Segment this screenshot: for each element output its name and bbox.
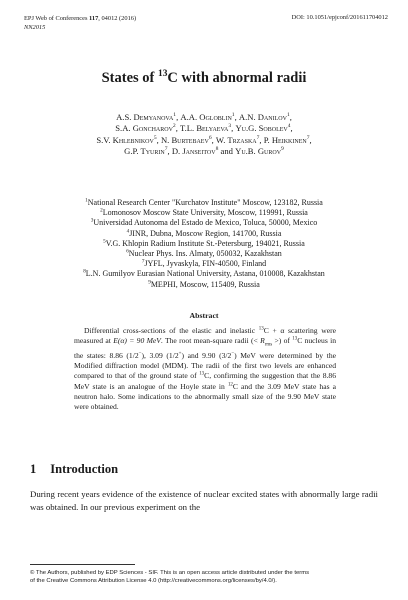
author-name: T.L. Belyaeva (180, 123, 229, 134)
author-conjunction: and (220, 146, 233, 157)
section-title: Introduction (50, 462, 119, 476)
author-affiliation-mark: 7 (306, 134, 310, 141)
abstract-heading: Abstract (189, 311, 219, 320)
affiliation (20, 269, 388, 279)
affiliation (20, 229, 388, 239)
conference-name: NN2015 (24, 24, 46, 31)
license-line-2: of the Creative Commons Attribution License 4.0 (http://creativecommons.org/licenses/by/4.0/). (30, 577, 277, 584)
affiliation-text: JINR, Dubna, Moscow Region, 141700, Russia (129, 228, 282, 238)
author (115, 123, 175, 133)
section-heading (30, 462, 118, 477)
author-name: P. Heikkinen (263, 134, 307, 145)
affiliation-text: Universidad Autonoma del Estado de Mexico, Toluca, 50000, Mexico (93, 218, 318, 228)
affiliation-number: 5 (103, 238, 106, 245)
author-line: S.V. Khlebnikov$^5$, N. Burtebaev$^6$, W. Trzaska$^7$, P. Heikkinen$^7$, (96, 134, 312, 145)
isotope-superscript: 13 (158, 69, 168, 80)
author-affiliation-mark: 4 (287, 123, 291, 130)
affiliation (20, 208, 388, 218)
author-name: S.A. Goncharov (115, 123, 173, 134)
affiliation-list (20, 198, 388, 290)
affiliation-text: Nuclear Phys. Ins. Almaty, 050032, Kazakhstan (128, 249, 282, 259)
affiliation-text: JYFL, Jyvaskyla, FIN-40500, Finland (144, 259, 267, 269)
affiliation-text: MEPHI, Moscow, 115409, Russia (150, 279, 260, 289)
author-affiliation-mark: 1 (231, 112, 235, 119)
author (264, 135, 310, 145)
running-header (24, 14, 136, 32)
author-affiliation-mark: 5 (153, 134, 157, 141)
author-affiliation-mark: 3 (228, 123, 232, 130)
doi: DOI: 10.1051/epjconf/201611704012 (291, 14, 388, 21)
footnote-rule (30, 564, 135, 565)
affiliation-text: V.G. Khlopin Radium Institute St.-Petersburg, 194021, Russia (105, 238, 305, 248)
author-name: A.N. Danilov (238, 112, 287, 122)
affiliation-number: 7 (141, 258, 145, 265)
affiliation (20, 198, 388, 208)
author-name: G.P. Tyurin (124, 146, 165, 157)
author (216, 135, 260, 145)
author-affiliation-mark: 7 (164, 146, 168, 153)
affiliation (20, 280, 388, 290)
author-name: A.S. Demyanova (116, 112, 174, 122)
author-affiliation-mark: 1 (286, 112, 290, 119)
author (172, 146, 219, 156)
author (239, 112, 290, 122)
affiliation (20, 239, 388, 249)
abstract-text: Differential cross-sections of the elastic and inelastic $^{13}$C + α scattering were measured at E(α) = 90 MeV. The root mean-square radii (< $R_{rms}$ >) of $^{13}$C nucleus in the states: 8.86 (1/2−), 3.09 (1/2+) and 9.90 (3/2−) MeV were determined by the Modified diffraction model (MDM). The radii of the first two levels are enhanced compared to that of the ground state of $^{13}$C, confirming the suggestion that the 8.86 MeV state is an analogue of the Hoyle state in $^{12}$C and the 3.09 MeV state has a neutron halo. Some indications to the abnormally small size of the 9.90 MeV state were obtained. (74, 326, 337, 411)
affiliation (20, 218, 388, 228)
affiliation-number: 2 (100, 207, 103, 214)
intro-paragraph: During recent years evidence of the existence of nuclear excited states with abnormally large radii was obtained. In our previous experiment on the (30, 489, 378, 512)
journal-volume: 117 (89, 15, 99, 22)
author (180, 123, 231, 133)
author (180, 112, 234, 122)
affiliation (20, 259, 388, 269)
author-line: G.P. Tyurin$^7$, D. Janseitov$^8$ and Yu.B. Gurov$^9$ (124, 146, 284, 157)
license-footnote (30, 570, 380, 586)
author (235, 146, 284, 156)
author (96, 135, 156, 145)
author-name: W. Trzaska (215, 134, 257, 145)
affiliation-number: 1 (85, 197, 88, 204)
journal-citation (24, 14, 136, 23)
affiliation-number: 9 (148, 278, 151, 285)
section-number: 1 (30, 462, 37, 476)
affiliation-number: 4 (126, 227, 130, 234)
author-affiliation-mark: 9 (281, 146, 284, 153)
author-name: Yu.G. Sobolev (235, 123, 288, 134)
author-affiliation-mark: 1 (173, 112, 177, 119)
author-line: A.S. Demyanova$^1$, A.A. Ogloblin$^1$, A.N. Danilov$^1$, (116, 112, 292, 122)
author-name: A.A. Ogloblin (180, 112, 232, 122)
journal-name: EPJ Web of Conferences (24, 15, 88, 22)
author-list (20, 112, 388, 158)
author-name: N. Burtebaev (160, 134, 209, 145)
author-line: S.A. Goncharov$^2$, T.L. Belyaeva$^3$, Yu.G. Sobolev$^4$, (115, 123, 293, 134)
affiliation-text: Lomonosov Moscow State University, Moscow, 119991, Russia (102, 208, 308, 218)
paper-title: States of $^{13}$C with abnormal radii (101, 69, 307, 86)
affiliation-number: 6 (126, 248, 129, 255)
author-name: Yu.B. Gurov (235, 146, 282, 157)
author-affiliation-mark: 2 (172, 123, 176, 130)
author-affiliation-mark: 6 (208, 134, 212, 141)
author-affiliation-mark: 7 (256, 134, 260, 141)
affiliation (20, 249, 388, 259)
affiliation-text: L.N. Gumilyov Eurasian National University, Astana, 010008, Kazakhstan (85, 269, 325, 279)
author-name: S.V. Khlebnikov (96, 134, 154, 145)
author-name: D. Janseitov (171, 146, 216, 157)
license-line-1: © The Authors, published by EDP Sciences - SIF. This is an open access article distributed under the terms (30, 570, 310, 576)
affiliation-number: 3 (90, 217, 94, 224)
affiliation-number: 8 (83, 268, 86, 275)
author (235, 123, 290, 133)
affiliation-text: National Research Center "Kurchatov Institute" Moscow, 123182, Russia (87, 198, 323, 207)
author (116, 112, 176, 122)
author-affiliation-mark: 8 (215, 146, 219, 153)
article-number: , 04012 (2016) (98, 15, 137, 22)
author (161, 135, 212, 145)
author (124, 146, 167, 156)
